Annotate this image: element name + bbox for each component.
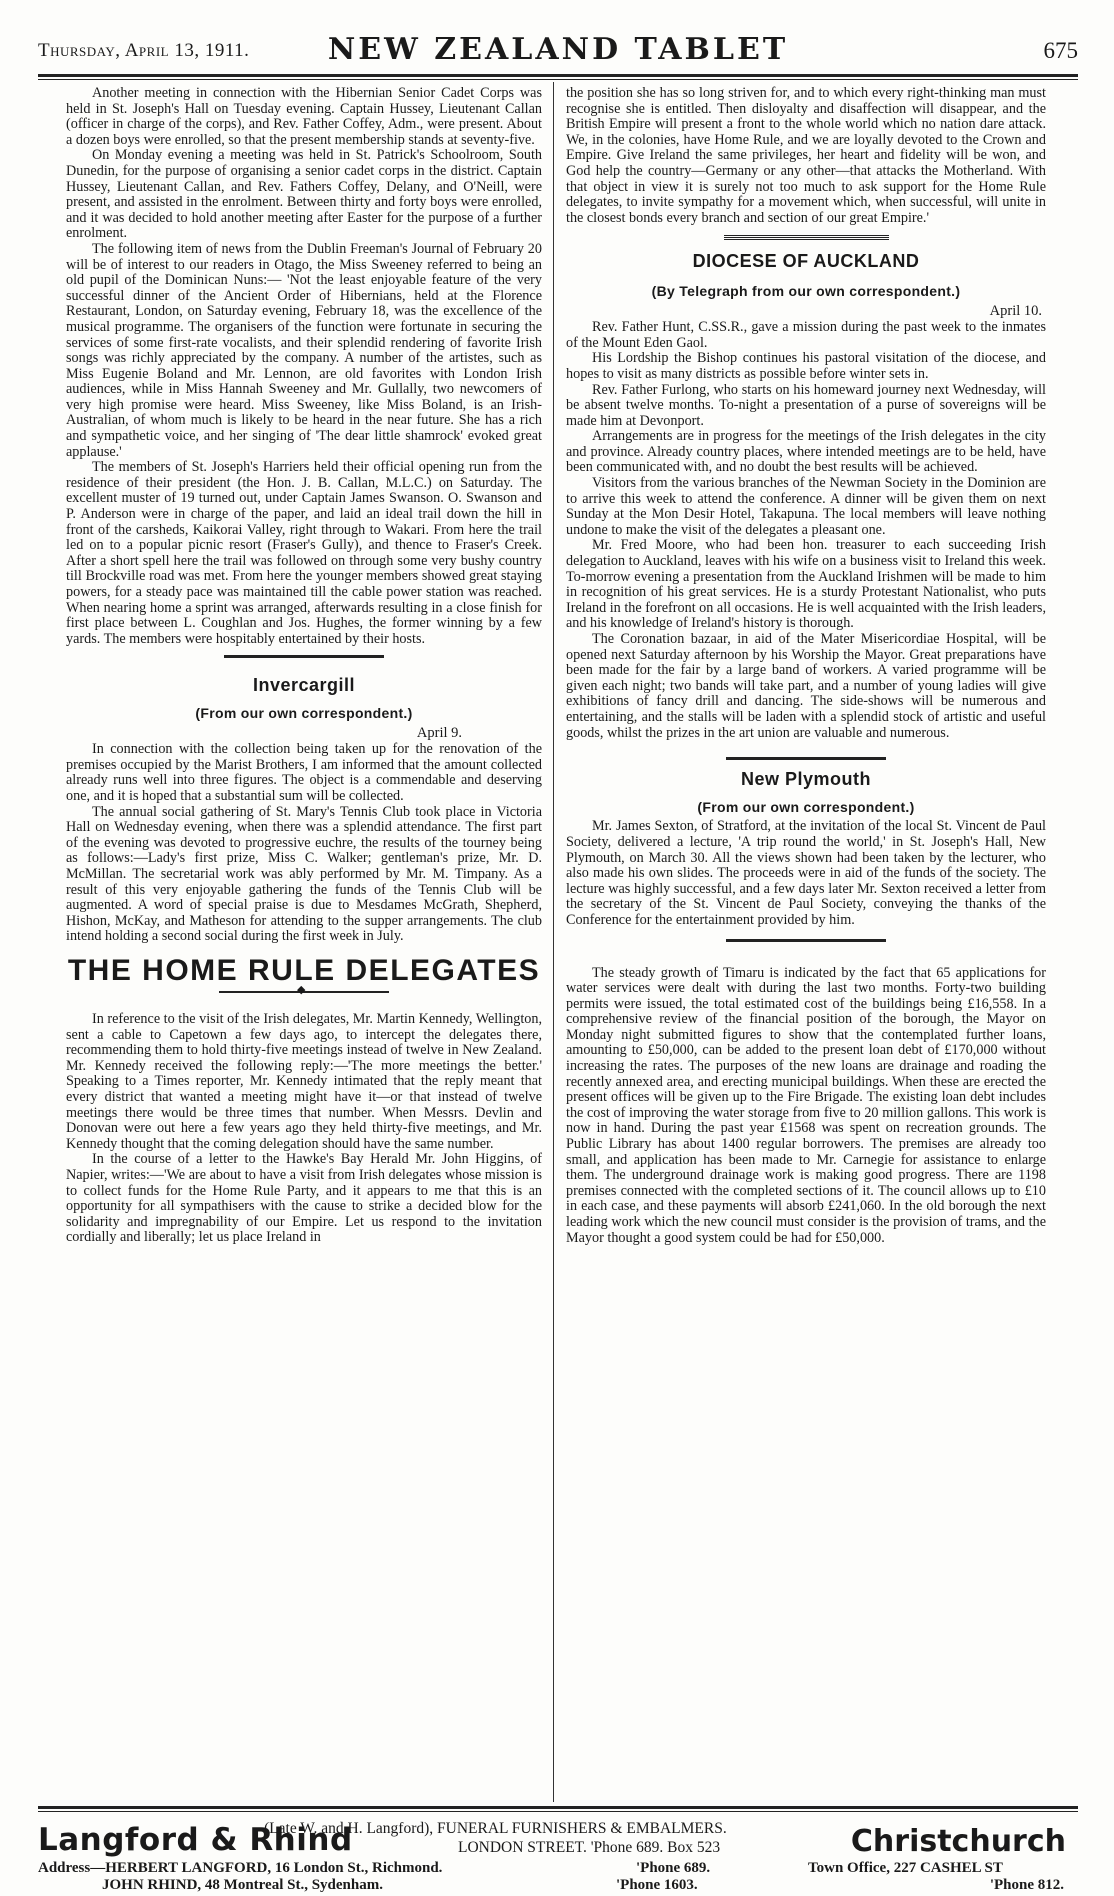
issue-date: Thursday, April 13, 1911.	[38, 40, 250, 61]
paragraph-south-dunedin: On Monday evening a meeting was held in St. Patrick's Schoolroom, South Dunedin, for the purpose of organising a senior cadet corps in the district. Captain Hussey, Lieutenant Callan, and Rev. Fathers Coffey, Delany, and O'Neill, were present, and assisted in the enrolment. Between thirty and forty boys were enrolled, and it was decided to hold another meeting after Easter for the purpose of a further enrolment.	[66, 147, 542, 242]
masthead-rule	[38, 74, 1078, 77]
ad-phone-town-office: 'Phone 812.	[989, 1877, 1064, 1893]
section-separator	[224, 655, 384, 658]
paragraph-cadet-corps: Another meeting in connection with the Hibernian Senior Cadet Corps was held in St. Joseph's Hall on Tuesday evening. Captain Hussey, Lieutenant Callan (officer in charge of the corps), and Rev. Father Coffey, Adm., were present. About a dozen boys were enrolled, so that the present membership stands at seventy-five.	[66, 85, 542, 148]
paragraph-coronation-bazaar: The Coronation bazaar, in aid of the Mater Misericordiae Hospital, will be opened next Saturday afternoon by his Worship the Mayor. Great preparations have been made for the fair by a large band of workers. A varied programme will be given each night; two bands will take part, and a number of young ladies will give exhibitions of fancy drill and dancing. The side-shows will be numerous and entertaining, and the stalls will be laden with a splendid stock of artistic and useful goods, whilst the prizes in the art union are valuable and numerous.	[566, 631, 1046, 741]
dateline: April 10.	[989, 302, 1042, 319]
paragraph-father-furlong: Rev. Father Furlong, who starts on his homeward journey next Wednesday, will be absent twelve months. To-night a presentation of a purse of sovereigns will be made him at Devonport.	[566, 381, 1046, 429]
paragraph-fred-moore: Mr. Fred Moore, who had been hon. treasurer to each succeeding Irish delegation to Auckland, leaves with his wife on a business visit to Ireland this week. To-morrow evening a presentation from the Auckland Irishmen will be made to him in recognition of his great services. He is a sturdy Protestant Nationalist, who puts Ireland in the forefront on all occasions. He is well acquainted with the Irish leaders, and his knowledge of Ireland's history is thorough.	[566, 537, 1046, 632]
paragraph-father-hunt: Rev. Father Hunt, C.SS.R., gave a mission during the past week to the inmates of the Mount Eden Gaol.	[566, 319, 1046, 351]
paragraph-martin-kennedy: In reference to the visit of the Irish delegates, Mr. Martin Kennedy, Wellington, sent a cable to Capetown a few days ago, to intercept the delegates there, recommending them to hold thirty-five meetings instead of twelve in New Zealand. Mr. Kennedy received the following reply:—'The more meetings the better.' Speaking to a Times reporter, Mr. Kennedy intimated that the reply meant that every district that wanted a meeting might have it—or that instead of twelve meetings there would be three times that number. When Messrs. Devlin and Donovan were out here a few years ago they held thirty-five meetings, and Mr. Kennedy thought that the coming delegation should have the same number.	[66, 1011, 542, 1152]
paragraph-arrangements: Arrangements are in progress for the meetings of the Irish delegates in the city and province. Already country places, where intended meetings are to be held, have been communicated with, and no doubt the best results will be achieved.	[566, 428, 1046, 476]
heading-diocese-auckland: DIOCESE OF AUCKLAND	[692, 251, 920, 272]
heading-home-rule-delegates: THE HOME RULE DELEGATES	[67, 953, 541, 987]
masthead	[38, 28, 1078, 78]
paragraph-newman-society: Visitors from the various branches of the Newman Society in the Dominion are to arrive this week to attend the conference. A dinner will be given them on next Sunday at the Mon Desir Hotel, Takapuna. The local members will leave nothing undone to make the visit of the delegates a pleasant one.	[566, 475, 1046, 538]
page-number: 675	[1043, 38, 1078, 63]
paragraph-timaru: The steady growth of Timaru is indicated by the fact that 65 applications for water services were dealt with during the last two months. Forty-two building permits were issued, the total estimated cost of the buildings being £16,558. In a comprehensive review of the financial position of the borough, the Mayor on Monday night submitted figures to show that the contemplated further loans, amounting to £50,000, can be added to the present loan debt of £170,000 without increasing the rates. The purposes of the new loans are drainage and roading the recently annexed area, and erecting municipal buildings. When these are erected the present offices will be given up to the Fire Brigade. The existing loan debt includes the cost of improving the water storage from five to 20 million gallons. This work is now in hand. During the past year £1568 was spent on recreation grounds. The Public Library has about 1400 regular borrowers. The premises are already too small, and application has been made to Mr. Carnegie for assistance to enlarge them. The underground drainage work is making good progress. There are 1198 premises connected with the completed sections of it. The council allows up to £10 in each case, and these payments will absorb £241,060. In the old borough the next leading work which the new council must consider is the provision of trams, and the Mayor thought a good system could be had for £50,000.	[566, 964, 1046, 1246]
paragraph-marist-brothers: In connection with the collection being taken up for the renovation of the premises occupied by the Marist Brothers, I am informed that the amount collected already runs well into three figures. The object is a commendable and deserving one, and it is hoped that a substantial sum will be collected.	[66, 741, 542, 804]
paragraph-james-sexton: Mr. James Sexton, of Stratford, at the invitation of the local St. Vincent de Paul Society, delivered a lecture, 'A trip round the world,' in St. Joseph's Hall, New Plymouth, on March 30. All the views shown had been taken by the lecturer, who also made his own slides. The proceeds were in aid of the funds of the society. The lecture was highly successful, and a few days later Mr. Sexton received a letter from the secretary of the St. Vincent de Paul Society, conveying the thanks of the Conference for the entertainment provided by him.	[566, 818, 1046, 928]
ad-phone-rhind: 'Phone 1603.	[616, 1877, 698, 1893]
ad-phone-langford: 'Phone 689.	[636, 1860, 711, 1876]
masthead-rule-thin	[38, 79, 1078, 80]
subheading-correspondent: (From our own correspondent.)	[697, 798, 915, 815]
ad-town-office: Town Office, 227 CASHEL ST	[808, 1860, 1003, 1876]
paragraph-john-higgins: In the course of a letter to the Hawke's Bay Herald Mr. John Higgins, of Napier, writes:—'We are about to have a visit from Irish delegates whose mission is to collect funds for the Home Rule Party, and it appears to me that this is an opportunity for all sympathisers with the cause to strike a decided blow for the solidarity and impregnability of our Empire. Let us respond to the invitation cordially and liberally; let us place Ireland in	[66, 1151, 542, 1246]
heading-invercargill: Invercargill	[252, 675, 356, 696]
ad-address-rhind: JOHN RHIND, 48 Montreal St., Sydenham.	[102, 1877, 383, 1893]
heading-new-plymouth: New Plymouth	[740, 769, 871, 790]
section-separator	[724, 235, 889, 240]
newspaper-title: NEW ZEALAND TABLET	[327, 32, 789, 67]
footer-rule-thin	[38, 1811, 1078, 1812]
subheading-correspondent: (From our own correspondent.)	[195, 704, 413, 721]
section-separator	[726, 757, 886, 760]
left-column	[66, 86, 542, 1246]
subheading-telegraph: (By Telegraph from our own correspondent.)	[651, 282, 961, 299]
right-column	[566, 86, 1046, 1246]
ad-description: (Late W. and H. Langford), FUNERAL FURNISHERS & EMBALMERS.	[264, 1820, 727, 1837]
ad-address-langford: Address—HERBERT LANGFORD, 16 London St., Richmond.	[38, 1860, 443, 1876]
advertisement-langford-rhind	[38, 1814, 1078, 1893]
paragraph-harriers: The members of St. Joseph's Harriers held their official opening run from the residence of their president (the Hon. J. B. Callan, M.L.C.) on Saturday. The excellent muster of 19 turned out, under Captain James Swanson. O. Swanson and P. Anderson were in charge of the paper, and laid an ideal trail down the hill in front of the carsheds, Kaikorai Valley, right through to Wakari. From here the trail led on to a popular picnic resort (Fraser's Gully), and thence to Fraser's Creek. After a short spell here the trail was followed on through some very bushy country till Brockville road was met. From here the younger members showed great staying powers, for a steady pace was maintained till the cable power station was reached. When nearing home a sprint was arranged, afterwards resulting in a close finish for first place between L. Coughlan and Jos. Hughes, the former winning by a few yards. The members were hospitably entertained by their hosts.	[66, 459, 542, 647]
paragraph-bishop: His Lordship the Bishop continues his pastoral visitation of the diocese, and hopes to visit as many districts as possible before winter sets in.	[566, 350, 1046, 382]
footer-rule	[38, 1806, 1078, 1809]
paragraph-home-rule-continued: the position she has so long striven for, and to which every right-thinking man must recognise she is entitled. Then disloyalty and disaffection will disappear, and the British Empire will present a front to the whole world which no nation dare attack. We, in the colonies, have Home Rule, and we are loyally devoted to the Crown and Empire. Give Ireland the same privileges, her heart and fidelity will be won, and God help the country—Germany or any other—that attacks the Motherland. With that object in view it is surely not too much to ask support for the Home Rule delegates, to invite sympathy for a movement which, when successful, will unite in the closest bonds every branch and section of our great Empire.'	[566, 85, 1046, 226]
section-separator	[726, 939, 886, 942]
ad-brand: Langford & Rhind	[38, 1822, 353, 1858]
ad-city: Christchurch	[850, 1824, 1066, 1859]
column-divider	[553, 82, 554, 1802]
paragraph-miss-sweeney: The following item of news from the Dublin Freeman's Journal of February 20 will be of interest to our readers in Otago, the Miss Sweeney referred to being an old pupil of the Dominican Nuns:— 'Not the least enjoyable feature of the very successful dinner of the Ancient Order of Hibernians, held at the Florence Restaurant, London, on Saturday evening, February 18, was the excellence of the musical programme. The organisers of the function were fortunate in securing the services of some first-rate vocalists, and their splendid rendering of favorite Irish songs was richly appreciated by the company. A number of the artistes, such as Miss Eugenie Boland and Mr. Lennon, are old favorites with London Irish audiences, while in Miss Hannah Sweeney and Mr. Gullally, two newcomers of very high promise were heard. Miss Sweeney, like Miss Boland, is an Irish-Australian, of whom much is likely to be heard in the near future. She has a rich and sympathetic voice, and her singing of 'The dear little shamrock' evoked great applause.'	[66, 240, 542, 460]
ad-street: LONDON STREET. 'Phone 689. Box 523	[458, 1839, 721, 1856]
dateline: April 9.	[416, 724, 462, 741]
paragraph-tennis-club: The annual social gathering of St. Mary's Tennis Club took place in Victoria Hall on Wednesday evening, when there was a splendid attendance. The first part of the evening was devoted to progressive euchre, the results of the tourney being as follows:—Lady's first prize, Miss C. Walker; gentleman's prize, Mr. D. McMillan. The secretarial work was ably performed by Mr. M. Timpany. As a result of this very enjoyable gathering the funds of the Tennis Club will be augmented. A word of special praise is due to Mesdames McGrath, Shepherd, Hishon, McKay, and Matheson for attending to the supper arrangements. The club intend holding a second social during the first week in July.	[66, 803, 542, 945]
